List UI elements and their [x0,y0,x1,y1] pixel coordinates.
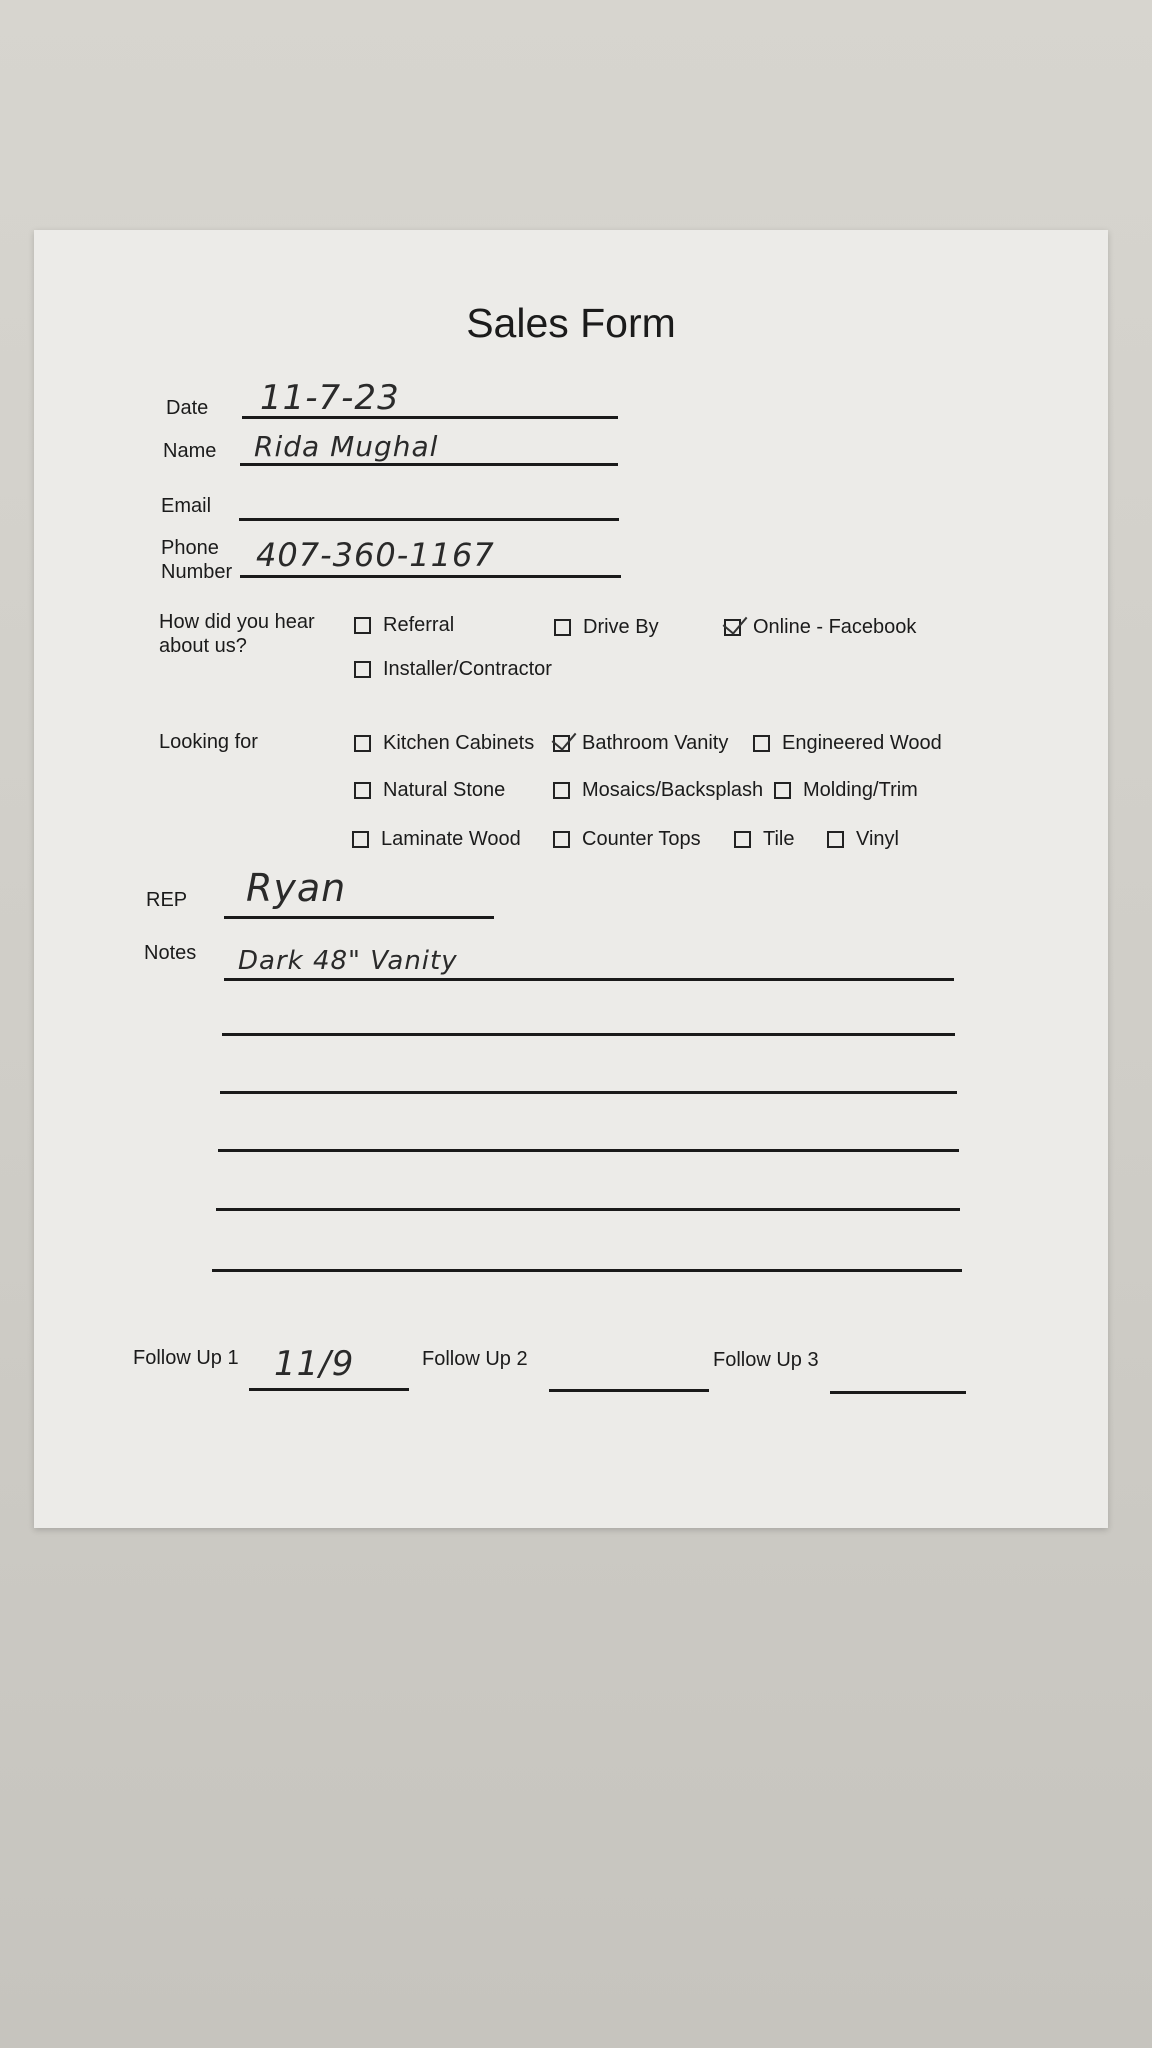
notes-line [216,1208,960,1211]
follow-up-1-label: Follow Up 1 [133,1347,239,1369]
follow-up-2-label: Follow Up 2 [422,1348,528,1370]
looking-option-vinyl[interactable] [827,828,899,851]
heard-option-label: Installer/Contractor [383,658,552,680]
looking-for-label: Looking for [159,731,258,753]
rep-line [224,916,494,919]
notes-label: Notes [144,942,197,964]
looking-option-label: Vinyl [856,828,899,850]
checkbox-counter-tops[interactable] [553,831,570,848]
heard-option-drive-by[interactable] [554,616,659,639]
form-title: Sales Form [466,300,676,346]
looking-option-natural-stone[interactable] [354,779,505,802]
phone-label-line2: Number [161,561,233,583]
follow-up-1-field[interactable]: 11/9 [274,1344,355,1384]
looking-option-counter-tops[interactable] [553,828,701,851]
phone-field[interactable]: 407-360-1167 [256,536,495,574]
checkbox-online-facebook[interactable] [724,619,741,636]
heard-option-label: Online - Facebook [753,616,917,638]
looking-option-mosaics-backsplash[interactable] [553,779,763,802]
checkbox-mosaics-backsplash[interactable] [553,782,570,799]
phone-line [240,575,621,578]
notes-line [224,978,954,981]
checkbox-installer-contractor[interactable] [354,661,371,678]
follow-up-3-label: Follow Up 3 [713,1349,819,1371]
notes-line [218,1149,959,1152]
heard-option-label: Drive By [583,616,659,638]
phone-label-line1: Phone [161,537,219,559]
name-field[interactable]: Rida Mughal [254,430,439,463]
name-line [240,463,618,466]
looking-option-label: Engineered Wood [782,732,942,754]
looking-option-label: Counter Tops [582,828,701,850]
heard-option-label: Referral [383,614,455,636]
follow-up-3-line [830,1391,966,1394]
looking-option-laminate-wood[interactable] [352,828,521,851]
checkbox-referral[interactable] [354,617,371,634]
checkbox-kitchen-cabinets[interactable] [354,735,371,752]
looking-option-kitchen-cabinets[interactable] [354,732,534,755]
heard-option-referral[interactable] [354,614,454,637]
looking-option-label: Laminate Wood [381,828,521,850]
looking-option-label: Mosaics/Backsplash [582,779,764,801]
email-line [239,518,619,521]
checkbox-vinyl[interactable] [827,831,844,848]
rep-field[interactable]: Ryan [246,866,347,910]
looking-option-label: Molding/Trim [803,779,918,801]
rep-label: REP [146,889,188,911]
checkbox-molding-trim[interactable] [774,782,791,799]
checkbox-bathroom-vanity[interactable] [553,735,570,752]
date-field[interactable]: 11-7-23 [260,378,400,418]
checkbox-engineered-wood[interactable] [753,735,770,752]
notes-line [212,1269,962,1272]
email-label: Email [161,495,212,517]
date-label: Date [166,397,209,419]
follow-up-2-line [549,1389,709,1392]
looking-option-label: Tile [763,828,795,850]
looking-option-engineered-wood[interactable] [753,732,942,755]
checkbox-natural-stone[interactable] [354,782,371,799]
name-label: Name [163,440,217,462]
notes-line-1[interactable]: Dark 48" Vanity [238,946,458,976]
heard-option-online-facebook[interactable] [724,616,916,639]
heard-label-line2: about us? [159,635,247,657]
looking-option-label: Natural Stone [383,779,506,801]
heard-label-line1: How did you hear [159,611,315,633]
follow-up-1-line [249,1388,409,1391]
looking-option-tile[interactable] [734,828,794,851]
looking-option-label: Kitchen Cabinets [383,732,535,754]
looking-option-label: Bathroom Vanity [582,732,729,754]
heard-option-installer-contractor[interactable] [354,658,552,681]
checkbox-tile[interactable] [734,831,751,848]
notes-line [220,1091,957,1094]
checkbox-laminate-wood[interactable] [352,831,369,848]
checkbox-drive-by[interactable] [554,619,571,636]
looking-option-bathroom-vanity[interactable] [553,732,728,755]
sales-form-sheet [34,230,1108,1528]
looking-option-molding-trim[interactable] [774,779,918,802]
notes-line [222,1033,955,1036]
